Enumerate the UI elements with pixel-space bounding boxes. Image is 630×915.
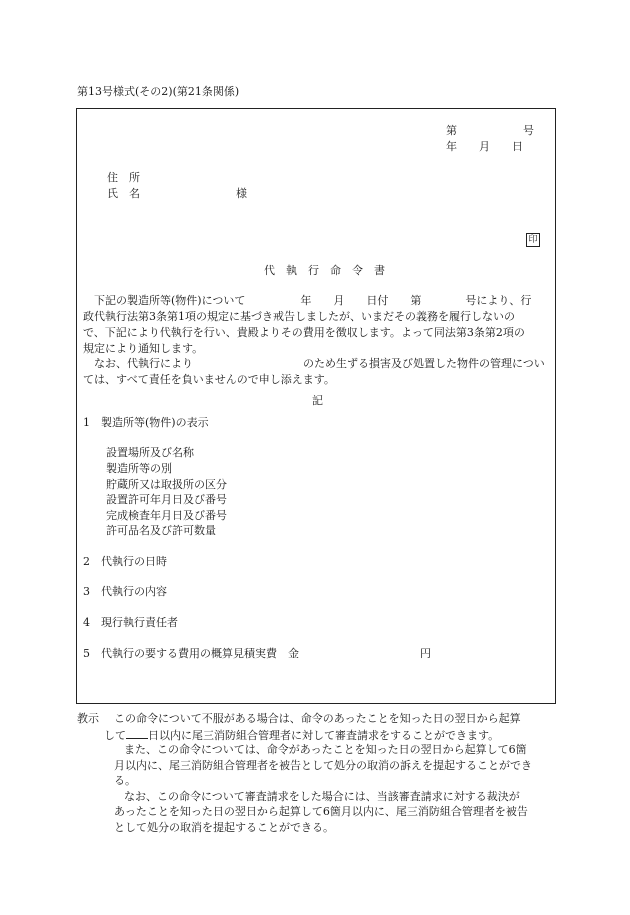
notice-line2 (104, 728, 499, 741)
notice-line2-suffix: 日以内に尾三消防組合管理者に対して審査請求をすることができます。 (148, 729, 500, 742)
form-label: 第13号様式(その2)(第21条関係) (77, 85, 240, 98)
paragraph1-line4: 規定により通知します。 (83, 342, 204, 355)
notice-line2-prefix: して (104, 729, 126, 742)
item-3: 3 代執行の内容 (83, 585, 167, 598)
item-5: 5 代執行の要する費用の概算見積実費 金 円 (83, 647, 431, 660)
notice-line6: なお、この命令について審査請求をした場合には、当該審査請求に対する裁決が (124, 790, 520, 803)
notice-line7: あったことを知った日の翌日から起算して6箇月以内に、尾三消防組合管理者を被告 (114, 805, 528, 818)
document-title: 代執行命令書 (264, 264, 396, 277)
item-1: 1 製造所等(物件)の表示 (83, 416, 209, 429)
sub-item: 設置許可年月日及び番号 (106, 493, 227, 506)
paragraph1-line2: 政代執行法第3条第1項の規定に基づき戒告しましたが、いまだその義務を履行しないの (83, 310, 515, 323)
paragraph2-line1: なお、代執行により のため生ずる損害及び処置した物件の管理につい (94, 357, 545, 370)
document-date: 年 月 日 (446, 140, 523, 153)
paragraph2-line2: ては、すべて責任を負いませんので申し添えます。 (83, 373, 335, 386)
notice-line8: として処分の取消を提起することができる。 (114, 821, 334, 834)
sub-item: 貯蔵所又は取扱所の区分 (106, 478, 227, 491)
paragraph1-line3: で、下記により代執行を行い、貴殿よりその費用を徴収します。よって同法第3条第2項の (83, 326, 525, 339)
days-blank (126, 728, 148, 739)
honorific-sama: 様 (236, 187, 247, 200)
notice-line5: る。 (114, 774, 136, 787)
seal-mark: 印 (526, 233, 540, 247)
address-label: 住 所 (107, 171, 140, 184)
notice-line1: この命令について不服がある場合は、命令のあったことを知った日の翌日から起算 (114, 712, 521, 725)
ki-heading: 記 (312, 394, 323, 407)
item-2: 2 代執行の日時 (83, 555, 167, 568)
name-label: 氏 名 (107, 187, 140, 200)
item-4: 4 現行執行責任者 (83, 616, 178, 629)
sub-item: 完成検査年月日及び番号 (106, 509, 227, 522)
notice-line3: また、この命令については、命令があったことを知った日の翌日から起算して6箇 (124, 743, 527, 756)
document-number: 第 号 (446, 124, 534, 137)
paragraph1-line1: 下記の製造所等(物件)について 年 月 日付 第 号により、行 (94, 294, 532, 307)
sub-item: 製造所等の別 (106, 462, 172, 475)
notice-line4: 月以内に、尾三消防組合管理者を被告として処分の取消の訴えを提起することができ (114, 759, 532, 772)
notice-label: 教示 (77, 712, 99, 725)
sub-item: 設置場所及び名称 (106, 446, 194, 459)
sub-item: 許可品名及び許可数量 (106, 524, 216, 537)
